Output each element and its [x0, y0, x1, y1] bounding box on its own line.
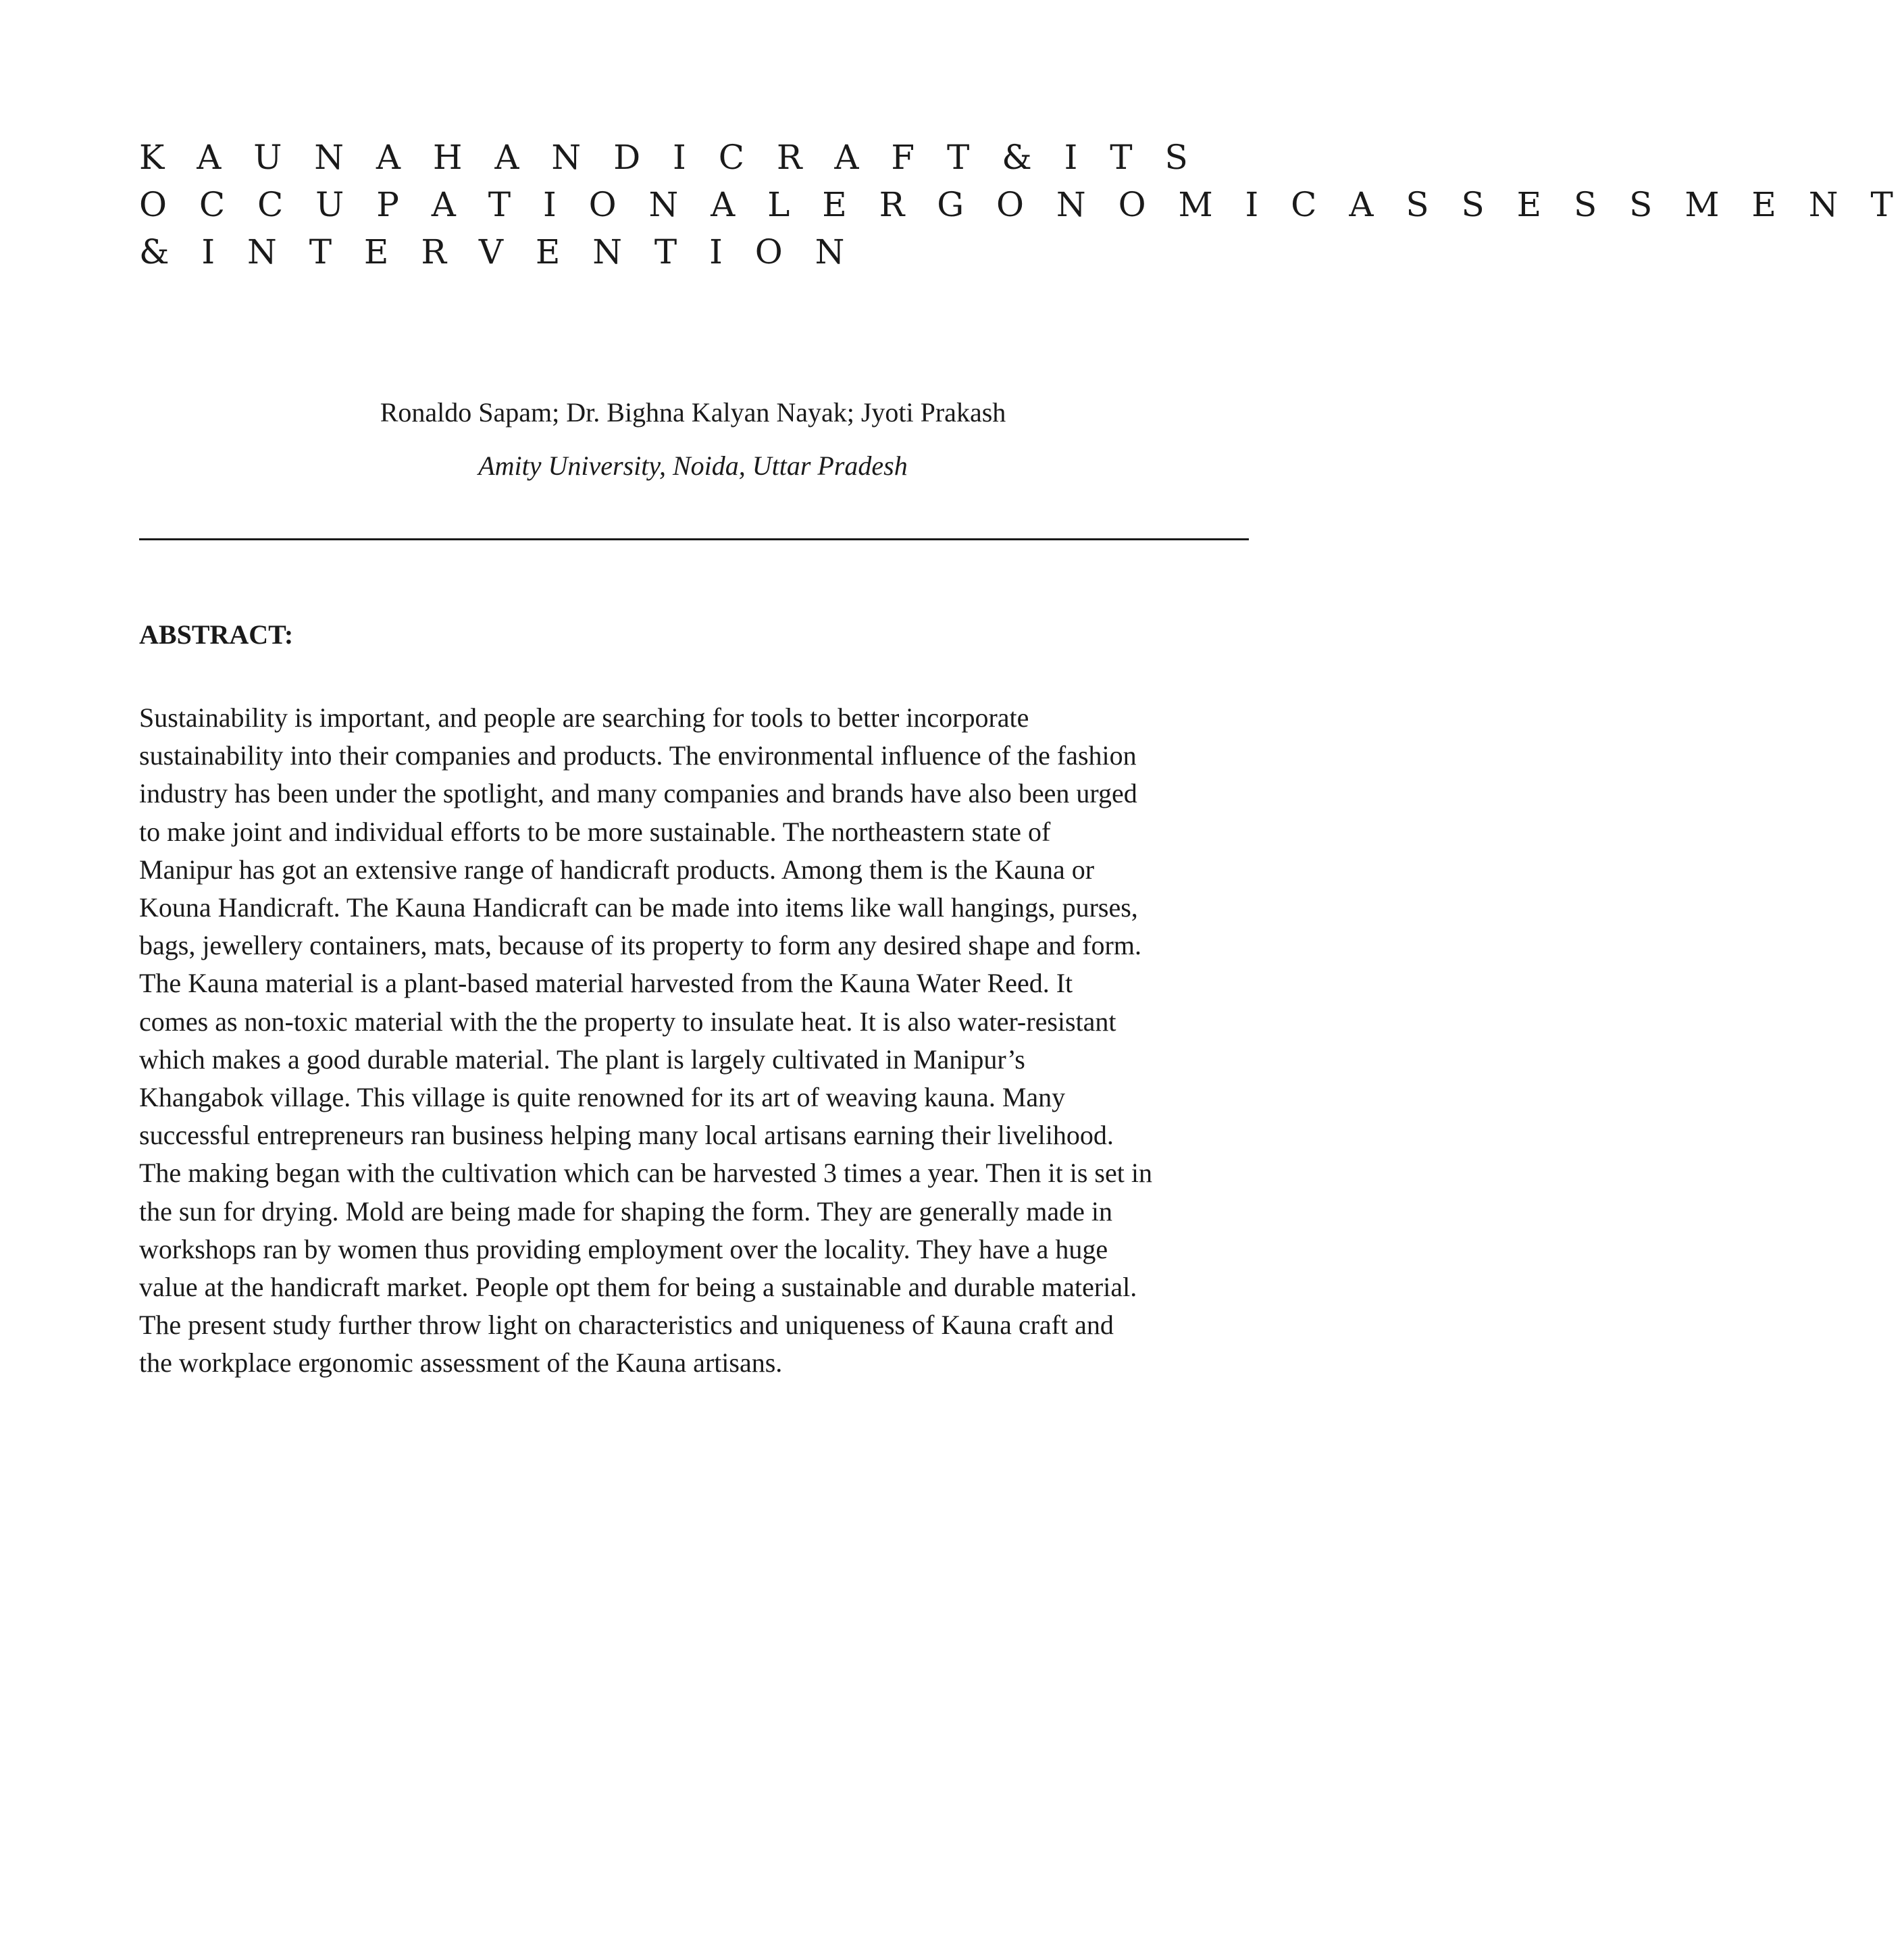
abstract-line: sustainability into their companies and products. The environmental influence of the fashion: [139, 740, 1137, 771]
abstract-body: [139, 699, 1260, 1383]
abstract-line: comes as non-toxic material with the the property to insulate heat. It is also water-resistant: [139, 1006, 1116, 1037]
abstract-line: Kouna Handicraft. The Kauna Handicraft can be made into items like wall hangings, purses,: [139, 892, 1138, 923]
abstract-line: which makes a good durable material. The plant is largely cultivated in Manipur’s: [139, 1044, 1025, 1075]
abstract-heading: ABSTRACT:: [139, 619, 294, 650]
abstract-line: The making began with the cultivation which can be harvested 3 times a year. Then it is set in: [139, 1158, 1152, 1189]
abstract-line: value at the handicraft market. People opt them for being a sustainable and durable material.: [139, 1272, 1137, 1303]
title-line-1: K A U N A H A N D I C R A F T & I T S: [139, 138, 1199, 177]
paper-title: [139, 134, 1904, 276]
header-divider: [139, 538, 1249, 540]
abstract-line: Sustainability is important, and people are searching for tools to better incorporate: [139, 702, 1029, 733]
abstract-line: The present study further throw light on characteristics and uniqueness of Kauna craft and: [139, 1310, 1114, 1341]
abstract-line: bags, jewellery containers, mats, because of its property to form any desired shape and form.: [139, 930, 1141, 961]
abstract-line: to make joint and individual efforts to be more sustainable. The northeastern state of: [139, 816, 1051, 847]
abstract-line: Khangabok village. This village is quite renowned for its art of weaving kauna. Many: [139, 1082, 1066, 1113]
abstract-line: the workplace ergonomic assessment of the Kauna artisans.: [139, 1347, 783, 1379]
abstract-line: industry has been under the spotlight, and many companies and brands have also been urged: [139, 778, 1137, 809]
abstract-line: workshops ran by women thus providing employment over the locality. They have a huge: [139, 1233, 1108, 1264]
abstract-line: successful entrepreneurs ran business helping many local artisans earning their livelihood.: [139, 1120, 1114, 1151]
affiliation: Amity University, Noida, Uttar Pradesh: [478, 450, 908, 481]
title-line-3: & I N T E R V E N T I O N: [139, 232, 856, 272]
abstract-line: The Kauna material is a plant-based material harvested from the Kauna Water Reed. It: [139, 968, 1073, 999]
author-list: Ronaldo Sapam; Dr. Bighna Kalyan Nayak; Jyoti Prakash: [380, 397, 1006, 428]
title-line-2: O C C U P A T I O N A L E R G O N O M I C A S S E S S M E N T: [139, 185, 1904, 224]
abstract-line: the sun for drying. Mold are being made for shaping the form. They are generally made in: [139, 1195, 1113, 1227]
abstract-line: Manipur has got an extensive range of handicraft products. Among them is the Kauna or: [139, 854, 1095, 885]
